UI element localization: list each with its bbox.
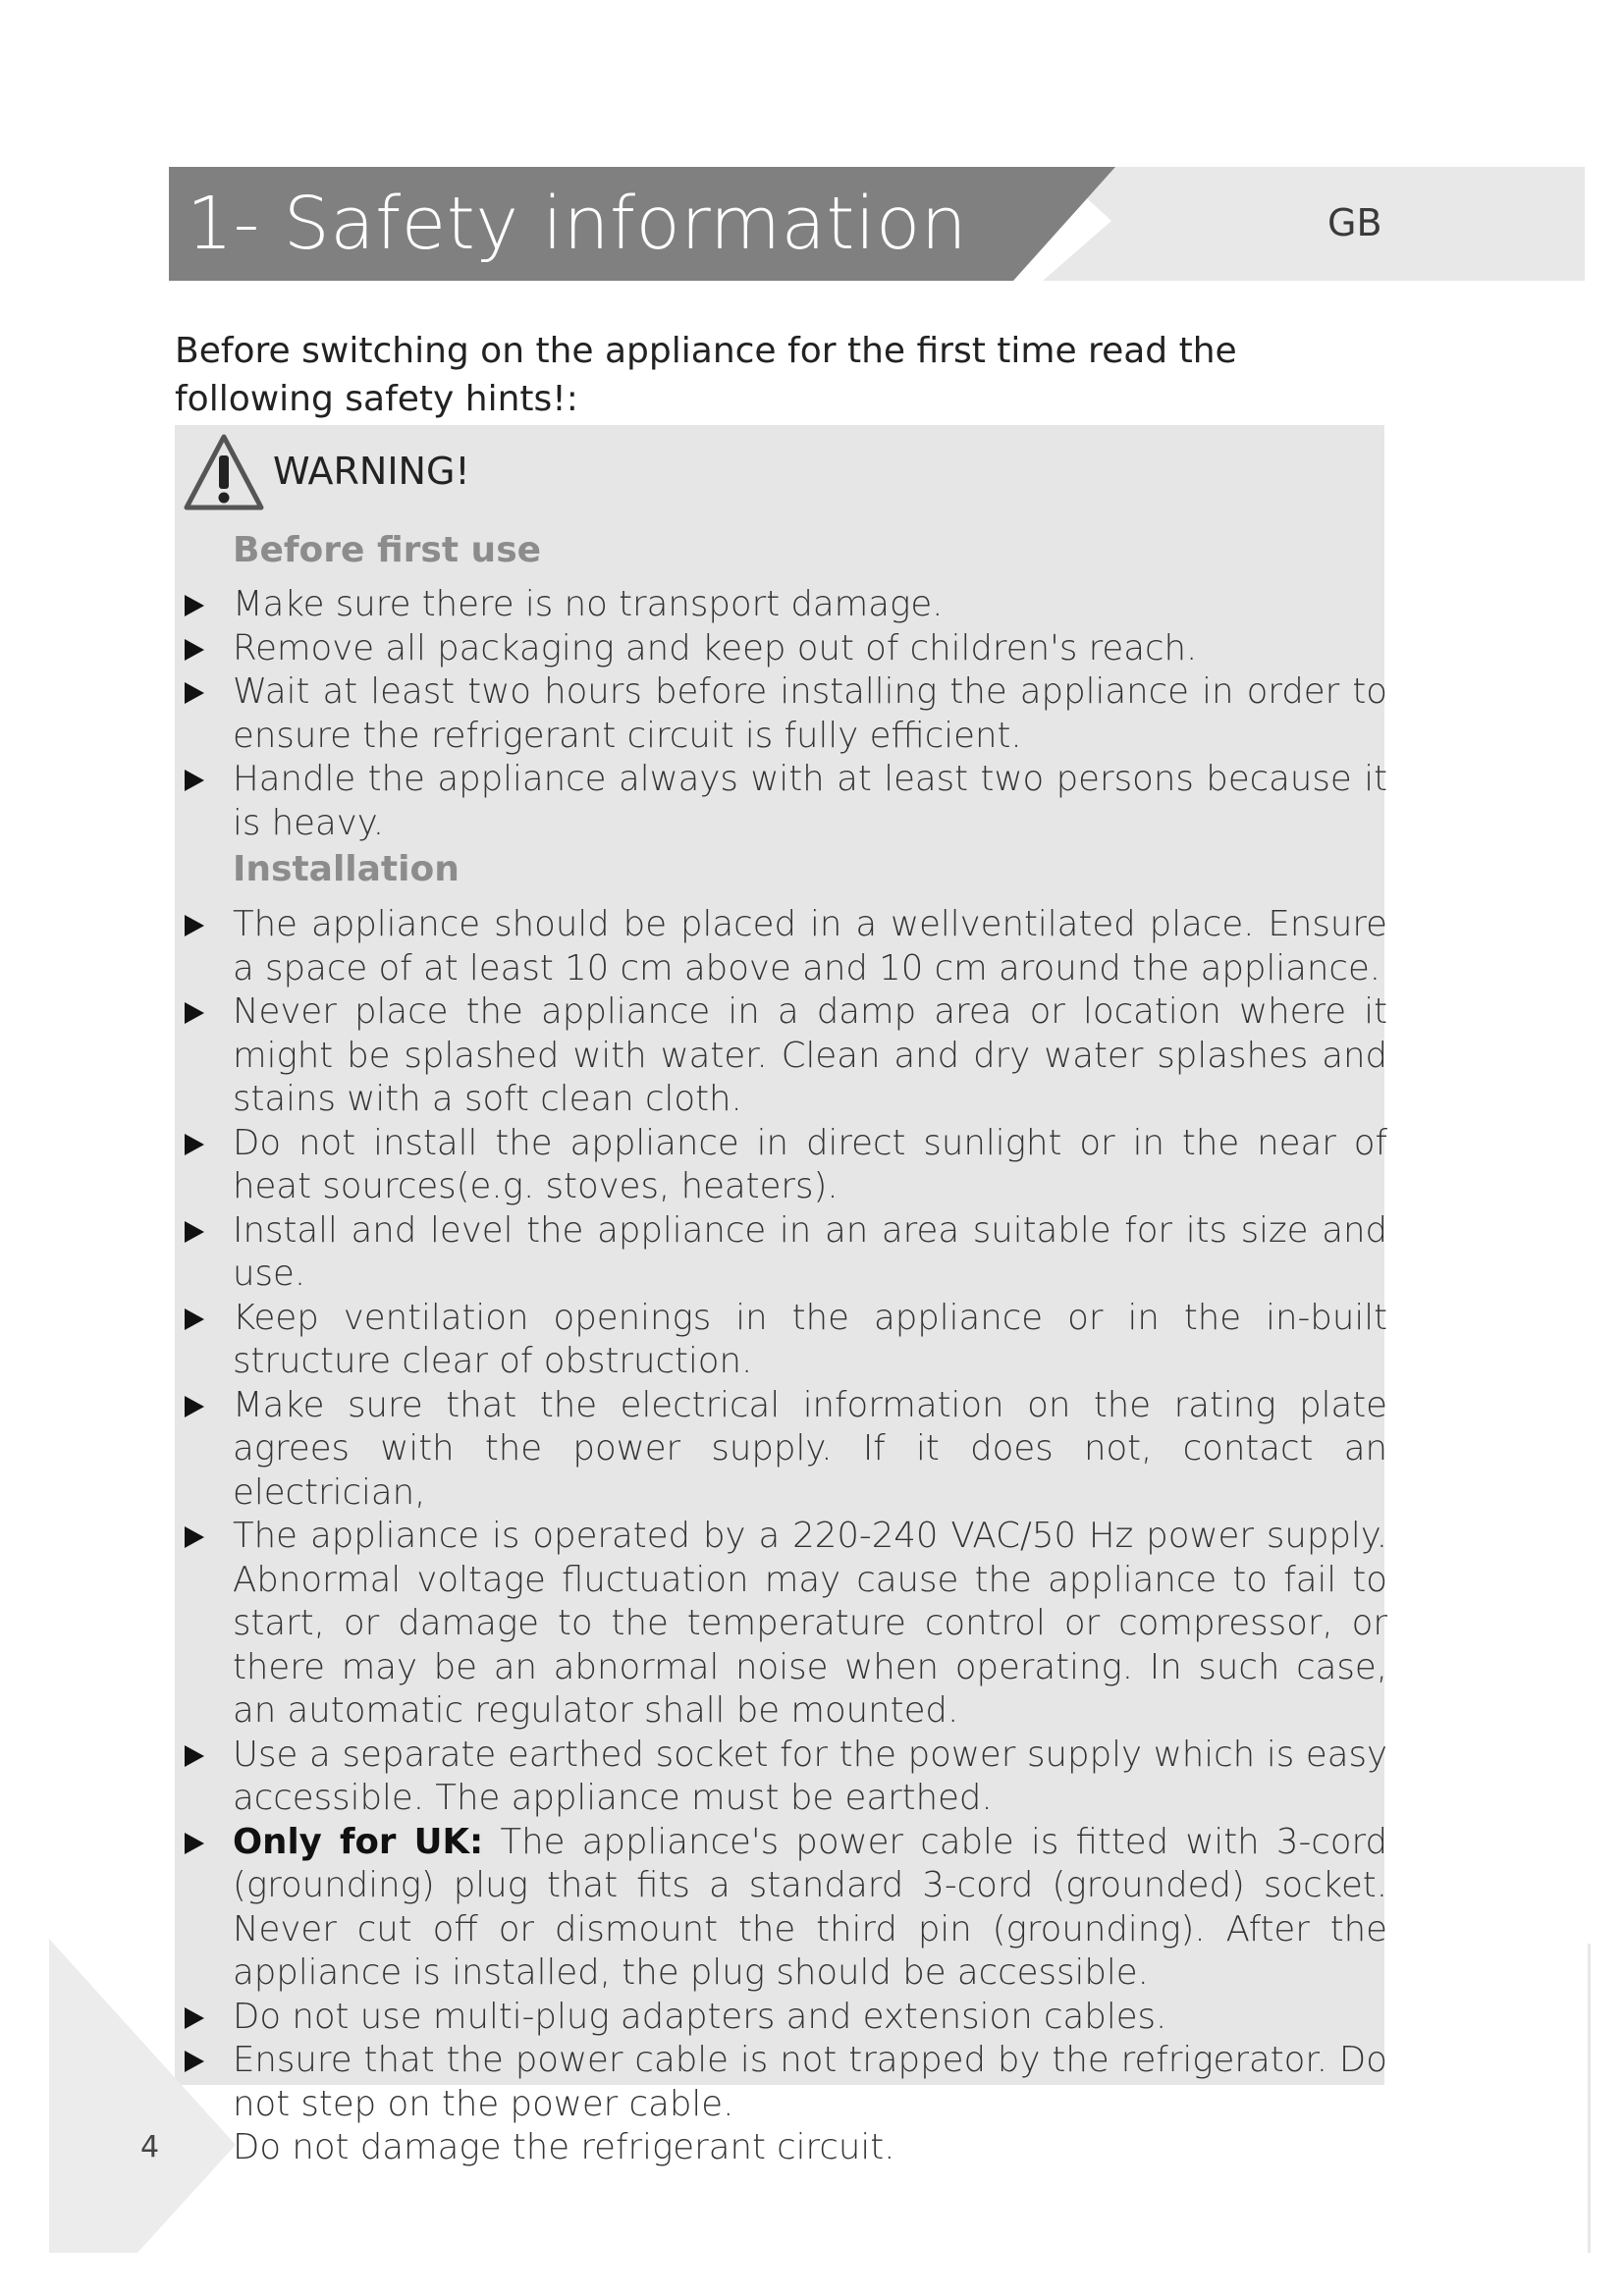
list-item-text: Ensure that the power cable is not trapped by the refrigerator. Do not step on the power cable. bbox=[233, 2040, 1387, 2124]
bullet-arrow-icon bbox=[185, 1134, 204, 1155]
list-item bbox=[185, 627, 1387, 671]
list-item bbox=[185, 903, 1387, 990]
list-item-text: The appliance's power cable is fitted with 3-cord (grounding) plug that fits a standard 3-cord (grounded) socket. Never cut off or dismount the third pin (grounding). After the appliance is installed, the plug should be accessible. bbox=[233, 1821, 1387, 1993]
list-item-text: Make sure there is no transport damage. bbox=[233, 584, 944, 624]
region-code: GB bbox=[1327, 201, 1382, 244]
list-item-text: Do not damage the refrigerant circuit. bbox=[233, 2127, 895, 2167]
bullet-arrow-icon bbox=[185, 682, 204, 704]
list-item bbox=[185, 1515, 1387, 1734]
list-item-text: Make sure that the electrical information on the rating plate agrees with the power supply. If it does not, contact an electrician, bbox=[233, 1384, 1387, 1513]
bullet-arrow-icon bbox=[185, 1002, 204, 1024]
bullet-arrow-icon bbox=[185, 1396, 204, 1417]
list-item bbox=[185, 1122, 1387, 1209]
list-item-text: Handle the appliance always with at least two persons because it is heavy. bbox=[233, 759, 1387, 843]
list-item-text: Keep ventilation openings in the appliance or in the in-built structure clear of obstruction. bbox=[233, 1297, 1387, 1381]
list-item-text: Never place the appliance in a damp area or location where it might be splashed with water. Clean and dry water splashes and stains with a soft clean cloth. bbox=[233, 991, 1387, 1119]
list-item-text: Do not install the appliance in direct sunlight or in the near of heat sources(e.g. stoves, heaters). bbox=[233, 1122, 1387, 1206]
list-item bbox=[185, 1734, 1387, 1821]
list-item-text: Use a separate earthed socket for the power supply which is easy accessible. The appliance must be earthed. bbox=[233, 1734, 1387, 1818]
bullet-arrow-icon bbox=[185, 1526, 204, 1548]
list-item-text: Wait at least two hours before installing the appliance in order to ensure the refrigerant circuit is fully efficient. bbox=[233, 671, 1387, 756]
list-item-text: Remove all packaging and keep out of children's reach. bbox=[233, 627, 1198, 668]
bullet-arrow-icon bbox=[185, 1221, 204, 1243]
bullet-arrow-icon bbox=[185, 639, 204, 661]
list-item-text: The appliance should be placed in a wellventilated place. Ensure a space of at least 10 cm above and 10 cm around the appliance. bbox=[233, 904, 1387, 988]
list-item bbox=[185, 1297, 1387, 1384]
list-item bbox=[185, 670, 1387, 758]
intro-text: Before switching on the appliance for the first time read the following safety hints!: bbox=[175, 331, 1237, 419]
list-item bbox=[185, 758, 1387, 845]
list-item-text: Do not use multi-plug adapters and extension cables. bbox=[233, 1996, 1167, 2037]
page-number: 4 bbox=[140, 2130, 160, 2164]
chapter-title: 1- Safety information bbox=[187, 182, 968, 266]
list-item-text: Install and level the appliance in an area suitable for its size and use. bbox=[233, 1209, 1387, 1294]
list-item bbox=[185, 2039, 1387, 2126]
right-edge-rule bbox=[1588, 1944, 1591, 2253]
list-item bbox=[185, 990, 1387, 1122]
bullet-arrow-icon bbox=[185, 770, 204, 791]
bullet-arrow-icon bbox=[185, 1745, 204, 1767]
warning-triangle-icon bbox=[183, 432, 265, 512]
bullet-arrow-icon bbox=[185, 1308, 204, 1330]
warning-heading: WARNING! bbox=[273, 450, 470, 493]
bullet-arrow-icon bbox=[185, 915, 204, 936]
section-heading-installation: Installation bbox=[233, 849, 460, 889]
footer-corner-decoration bbox=[49, 1939, 245, 2257]
before-first-use-list bbox=[185, 583, 1387, 845]
list-item bbox=[185, 1996, 1387, 2040]
list-item-uk bbox=[185, 1821, 1387, 1996]
bullet-arrow-icon bbox=[185, 595, 204, 616]
bullet-arrow-icon bbox=[185, 1833, 204, 1854]
installation-list bbox=[185, 903, 1387, 2170]
list-item bbox=[185, 583, 1387, 627]
uk-only-label: Only for UK: bbox=[233, 1821, 484, 1862]
section-heading-before-first-use: Before first use bbox=[233, 530, 542, 570]
list-item bbox=[185, 1384, 1387, 1516]
list-item-text: The appliance is operated by a 220-240 VAC/50 Hz power supply. Abnormal voltage fluctuation may cause the appliance to fail to start, or damage to the temperature control or compressor, or there may be an abnormal noise when operating. In such case, an automatic regulator shall be mounted. bbox=[233, 1516, 1387, 1731]
list-item bbox=[185, 2126, 1387, 2170]
list-item bbox=[185, 1209, 1387, 1297]
